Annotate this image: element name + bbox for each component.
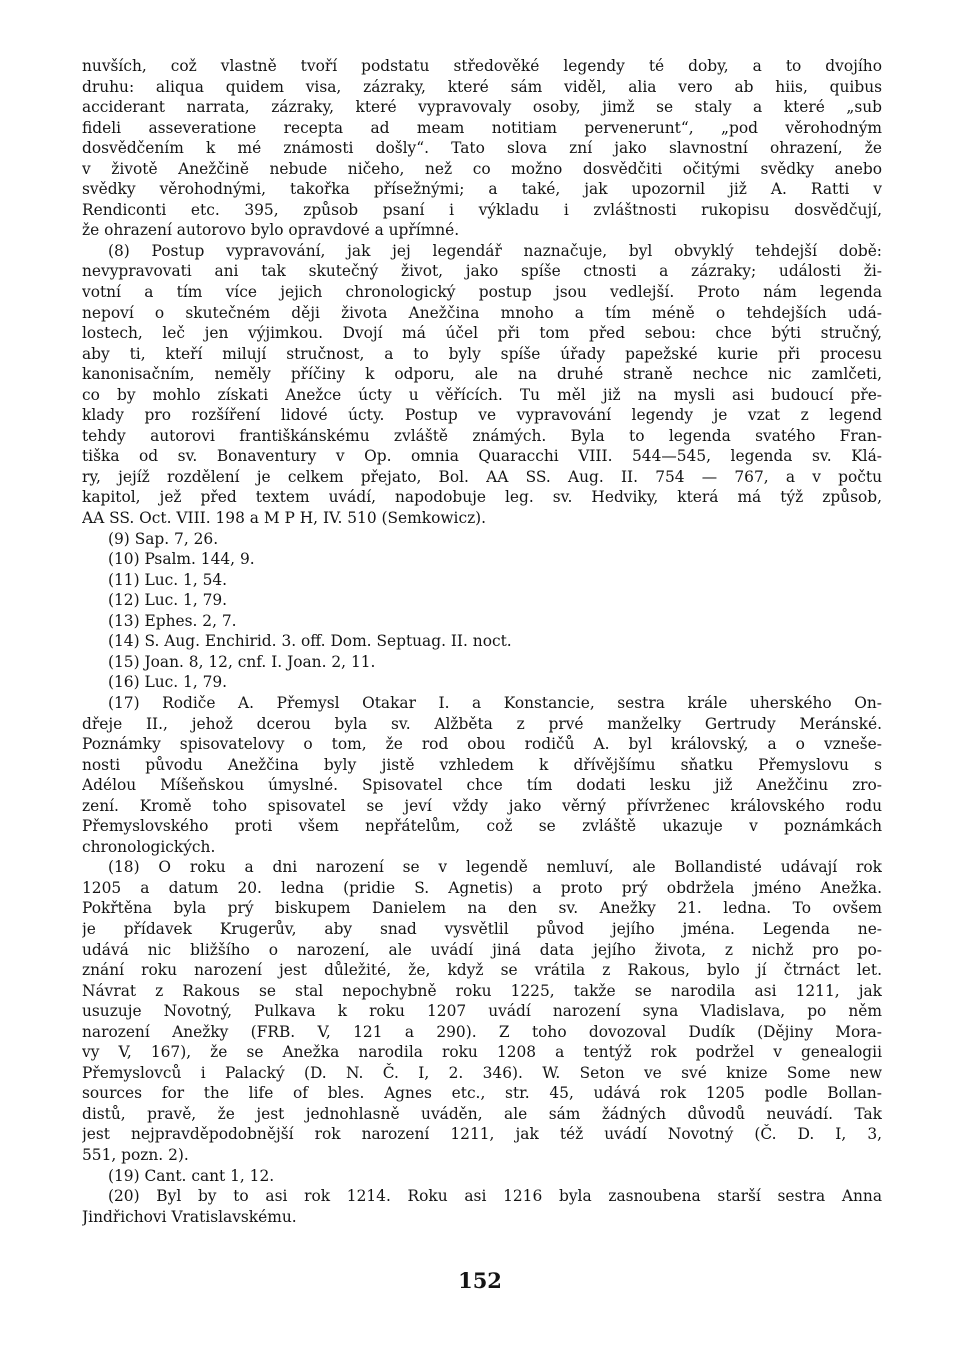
text-line: jest nejpravděpodobnější rok narození 1211, jak též uvádí Novotný (Č. D. I, 3, — [82, 1125, 882, 1144]
text-line: Návrat z Rakous se stal nepochybně roku 1225, takže se narodila asi 1211, jak — [82, 981, 882, 1000]
text-line: distů, pravě, že jest jednohlasně uváděn, ale sám žádných důvodů neuvádí. Tak — [82, 1104, 882, 1123]
text-line: (17) Rodiče A. Přemysl Otakar I. a Konstancie, sestra krále uherského On- — [108, 693, 882, 712]
text-line: (18) O roku a dni narození se v legendě nemluví, ale Bollandisté udávají rok — [108, 858, 882, 877]
text-line: Přemyslovského proti všem nepřátelům, což se zvláště ukazuje v poznámkách — [82, 817, 882, 836]
text-line: lostech, leč jen výjimkou. Dvojí má účel při tom před sebou: chce býti stručný, — [82, 324, 882, 343]
text-line: vy V, 167), že se Anežka narodila roku 1208 a tentýž rok podržel v genealogii — [82, 1043, 882, 1062]
text-line: sources for the life of bles. Agnes etc., str. 45, udává rok 1205 podle Bollan- — [82, 1084, 882, 1103]
text-line: tiška od sv. Bonaventury v Op. omnia Quaracchi VIII. 544—545, legenda sv. Klá- — [82, 447, 882, 466]
text-line: narození Anežky (FRB. V, 121 a 290). Z toho dovozoval Dudík (Dějiny Mora- — [82, 1022, 882, 1041]
text-line: znání roku narození jest důležité, že, když se vrátila z Rakous, bylo jí čtrnáct let. — [82, 961, 882, 980]
text-line: (9) Sap. 7, 26. — [108, 529, 219, 548]
text-line: acciderant narrata, zázraky, které vypravovaly osoby, jimž se staly a které „sub — [82, 98, 882, 117]
text-line: dosvědčením k mé známosti došly“. Tato slova zní jako slavnostní ohrazení, že — [82, 139, 882, 158]
text-line: nosti původu Anežčina bylу jistě vzhledem k dřívějšímu sňatku Přemyslovu s — [82, 755, 882, 774]
text-line: tehdy autorovi františkánskému zvláště známých. Byla to legenda svatého Fran- — [82, 426, 882, 445]
text-line: zení. Kromě toho spisovatel se jeví vždy jako věrný přívrženec královského rodu — [82, 796, 882, 815]
text-line: (11) Luc. 1, 54. — [108, 570, 228, 589]
text-line: (19) Cant. cant 1, 12. — [108, 1166, 275, 1185]
text-line: (12) Luc. 1, 79. — [108, 591, 228, 610]
text-line: že ohrazení autorovo bylo opravdové a upřímné. — [82, 221, 460, 240]
text-line: kanonisačním, neměly příčiny k odporu, ale na druhé straně nechce nic zamlčeti, — [82, 365, 882, 384]
text-line: Rendiconti etc. 395, způsob psaní i výkladu i zvláštnosti rukopisu dosvědčují, — [82, 200, 882, 219]
text-line: nevypravovati ani tak skutečný život, jako spíše ctnosti a zázraky; události ži- — [82, 262, 882, 281]
text-line: (16) Luc. 1, 79. — [108, 673, 228, 692]
text-line: (14) S. Aug. Enchirid. 3. off. Dom. Septuag. II. noct. — [108, 632, 512, 651]
text-line: (15) Joan. 8, 12, cnf. I. Joan. 2, 11. — [108, 652, 376, 671]
text-line: v životě Anežčině nebude ničeho, než co možno dosvědčiti očitými svědky anebo — [82, 159, 882, 178]
text-line: Jindřichovi Vratislavskému. — [82, 1207, 297, 1226]
text-line: dřeje II., jehož dcerou byla sv. Alžběta z prvé manželky Gertrudy Meránské. — [82, 714, 882, 733]
text-line: (8) Postup vypravování, jak jej legendář naznačuje, byl obvyklý tehdejší době: — [108, 241, 882, 260]
text-line: klady pro rozšíření lidové úcty. Postup ve vypravování legendy je vzat z legend — [82, 406, 882, 425]
text-line: usuzuje Novotný, Pulkava k roku 1207 uvádí narození syna Vladislava, po něm — [82, 1002, 882, 1021]
text-line: Pokřtěna byla prý biskupem Danielem na den sv. Anežky 21. ledna. To ovšem — [82, 899, 882, 918]
text-line: fideli asseveratione recepta ad meam notitiam pervenerunt“, „pod věrohodným — [82, 118, 882, 137]
text-line: 1205 a datum 20. ledna (pridie S. Agnetis) a proto prý obdržela jméno Anežka. — [82, 878, 882, 897]
text-line: ry, jejíž rozdělení je celkem přejato, Bol. AA SS. Aug. II. 754 — 767, a v počtu — [82, 467, 882, 486]
text-line: Poznámky spisovatelovy o tom, že rod obou rodičů A. byl královský, a o vzneše- — [82, 735, 882, 754]
text-line: kapitol, jež před textem uvádí, napodobuje leg. sv. Hedviky, která má týž způsob, — [82, 488, 882, 507]
text-line: (13) Ephes. 2, 7. — [108, 611, 237, 630]
text-line: co by mohlo získati Anežce úcty u věřících. Tu měl již na mysli asi budoucí pře- — [82, 385, 882, 404]
text-line: 551, pozn. 2). — [82, 1145, 189, 1164]
text-line: nuvších, což vlastně tvoří podstatu středověké legendy té doby, a to dvojího — [82, 57, 882, 75]
text-line: chronologických. — [82, 837, 216, 856]
text-line: je přídavek Krugerův, aby snad vysvětlil původ jejího jména. Legenda ne- — [82, 919, 882, 938]
text-line: Přemyslovců i Palacký (D. N. Č. I, 2. 346). W. Seton ve své knize Some new — [82, 1063, 882, 1082]
text-line: Adélou Míšeňskou úmyslné. Spisovatel chce tím dodati lesku již Anežčinu zro- — [82, 776, 882, 795]
text-line: votní a tím více jejich chronologický postup jsou vedlejší. Proto nám legenda — [82, 283, 882, 302]
text-line: aby ti, kteří milují stručnost, a to byly spíše úřady papežské kurie při procesu — [82, 344, 882, 363]
text-line: AA SS. Oct. VIII. 198 a M P H, IV. 510 (Semkowicz). — [82, 509, 487, 528]
text-line: udává nic bližšího o narození, ale uvádí jiná data jejího života, z nichž pro po- — [82, 940, 882, 959]
text-line: (10) Psalm. 144, 9. — [108, 550, 255, 569]
text-line: nepoví o skutečném ději života Anežčina mnoho a tím méně o tehdejších udá- — [82, 303, 882, 322]
page-number: 152 — [458, 1268, 502, 1293]
text-line: svědky věrohodnými, takořka přísežnými; a také, jak upozornil již A. Ratti v — [82, 180, 882, 199]
text-line: (20) Byl by to asi rok 1214. Roku asi 1216 byla zasnoubena starší sestra Anna — [108, 1187, 882, 1206]
text-line: druhu: aliqua quidem visa, zázraky, které sám viděl, alia vero ab hiis, quibus — [82, 77, 882, 96]
body-text — [82, 56, 882, 1227]
